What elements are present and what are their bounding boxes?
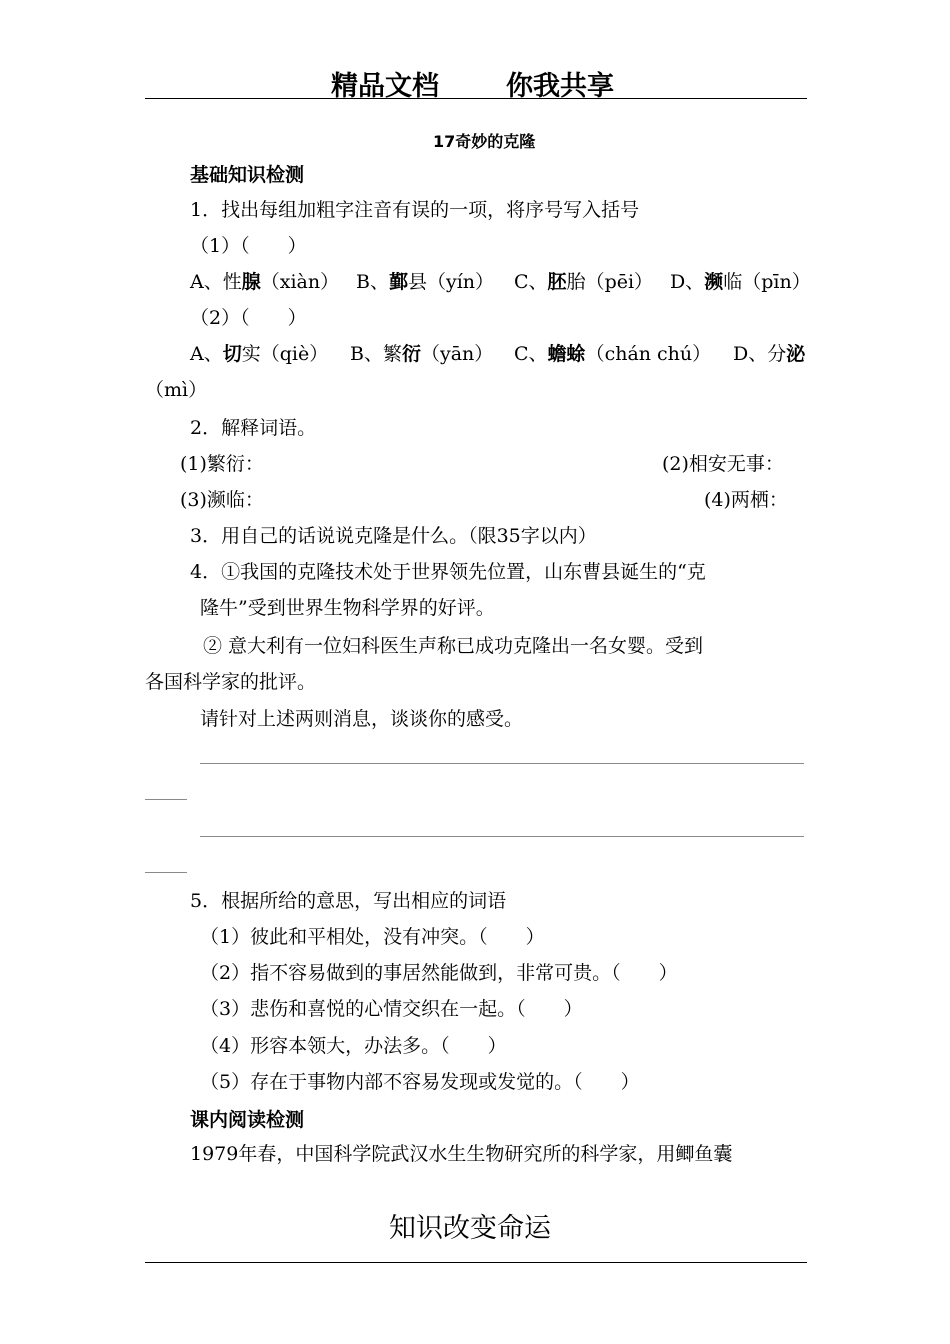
bold-char: 腺 (241, 271, 261, 293)
q1-stem: 1．找出每组加粗字注音有误的一项，将序号写入括号 (190, 199, 640, 221)
header-rule (145, 98, 807, 99)
option-text: 胎（pēi） (566, 271, 654, 293)
answer-line (200, 763, 804, 764)
answer-line-tail (145, 799, 187, 800)
q4-line-2: 隆牛”受到世界生物科学界的好评。 (200, 597, 495, 619)
q1-group1-option-d (670, 270, 811, 294)
header-left: 精品文档 (331, 71, 439, 102)
option-text: B、繁 (350, 343, 402, 365)
option-text: A、 (190, 343, 223, 365)
section-heading-reading: 课内阅读检测 (190, 1109, 305, 1131)
q1-group2-option-a (190, 342, 328, 366)
q2-stem: 2．解释词语。 (190, 417, 317, 439)
option-text: A、性 (190, 271, 242, 293)
header-right: 你我共享 (506, 71, 614, 102)
bold-char: 切 (222, 343, 242, 365)
reading-passage-line: 1979年春，中国科学院武汉水生生物研究所的科学家，用鲫鱼囊 (190, 1143, 733, 1165)
q5-item: （4）形容本领大，办法多。（ ） (200, 1035, 507, 1057)
bold-char: 衍 (401, 343, 421, 365)
q1-group2-option-b (350, 342, 493, 366)
option-text: 县（yín） (407, 271, 495, 293)
option-text: B、 (356, 271, 389, 293)
option-text: 实（qiè） (241, 343, 329, 365)
q1-group2-option-c (514, 342, 711, 366)
bold-char: 濒 (704, 271, 724, 293)
footer-rule (145, 1262, 807, 1263)
bold-char: 鄞 (388, 271, 408, 293)
option-text: D、 (670, 271, 705, 293)
q1-group2-option-d-pinyin: （mì） (145, 379, 208, 401)
footer-slogan: 知识改变命运 (389, 1213, 551, 1244)
q5-item: （1）彼此和平相处，没有冲突。（ ） (200, 926, 545, 948)
q1-group2-label: （2）（ ） (190, 307, 307, 329)
answer-line (200, 836, 804, 837)
bold-char: 蟾蜍 (547, 343, 586, 365)
option-text: C、 (514, 343, 548, 365)
q4-line-4: 各国科学家的批评。 (145, 671, 317, 693)
q5-item: （5）存在于事物内部不容易发现或发觉的。（ ） (200, 1071, 640, 1093)
q1-group1-option-b (356, 270, 494, 294)
q2-item-3: (3)濒临： (180, 489, 264, 511)
option-text: C、 (514, 271, 548, 293)
section-heading-basic: 基础知识检测 (190, 164, 305, 186)
lesson-title: 17奇妙的克隆 (433, 132, 536, 151)
q2-item-2: (2)相安无事： (662, 453, 784, 475)
pinyin: （chán chú） (585, 343, 712, 365)
q1-group1-label: （1）（ ） (190, 235, 307, 257)
q4-line-1: 4．①我国的克隆技术处于世界领先位置，山东曹县诞生的“克 (190, 561, 706, 583)
q1-group1-option-a (190, 270, 339, 294)
option-text: 临（pīn） (723, 271, 811, 293)
bold-char: 胚 (547, 271, 567, 293)
q4-line-3: ② 意大利有一位妇科医生声称已成功克隆出一名女婴。受到 (203, 635, 704, 657)
q2-item-1: (1)繁衍： (180, 453, 264, 475)
q3-stem: 3．用自己的话说说克隆是什么。（限35字以内） (190, 525, 597, 547)
q5-item: （2）指不容易做到的事居然能做到，非常可贵。（ ） (200, 962, 678, 984)
q4-prompt: 请针对上述两则消息，谈谈你的感受。 (200, 708, 524, 730)
q5-stem: 5．根据所给的意思，写出相应的词语 (190, 890, 507, 912)
bold-char: 泌 (786, 343, 806, 365)
q1-group2-option-d (733, 342, 805, 366)
q1-group1-option-c (514, 270, 653, 294)
answer-line-tail (145, 872, 187, 873)
pinyin: （xiàn） (260, 271, 340, 293)
q5-item: （3）悲伤和喜悦的心情交织在一起。（ ） (200, 998, 583, 1020)
pinyin: （yān） (420, 343, 494, 365)
q2-item-4: (4)两栖： (704, 489, 788, 511)
option-text: D、分 (733, 343, 787, 365)
